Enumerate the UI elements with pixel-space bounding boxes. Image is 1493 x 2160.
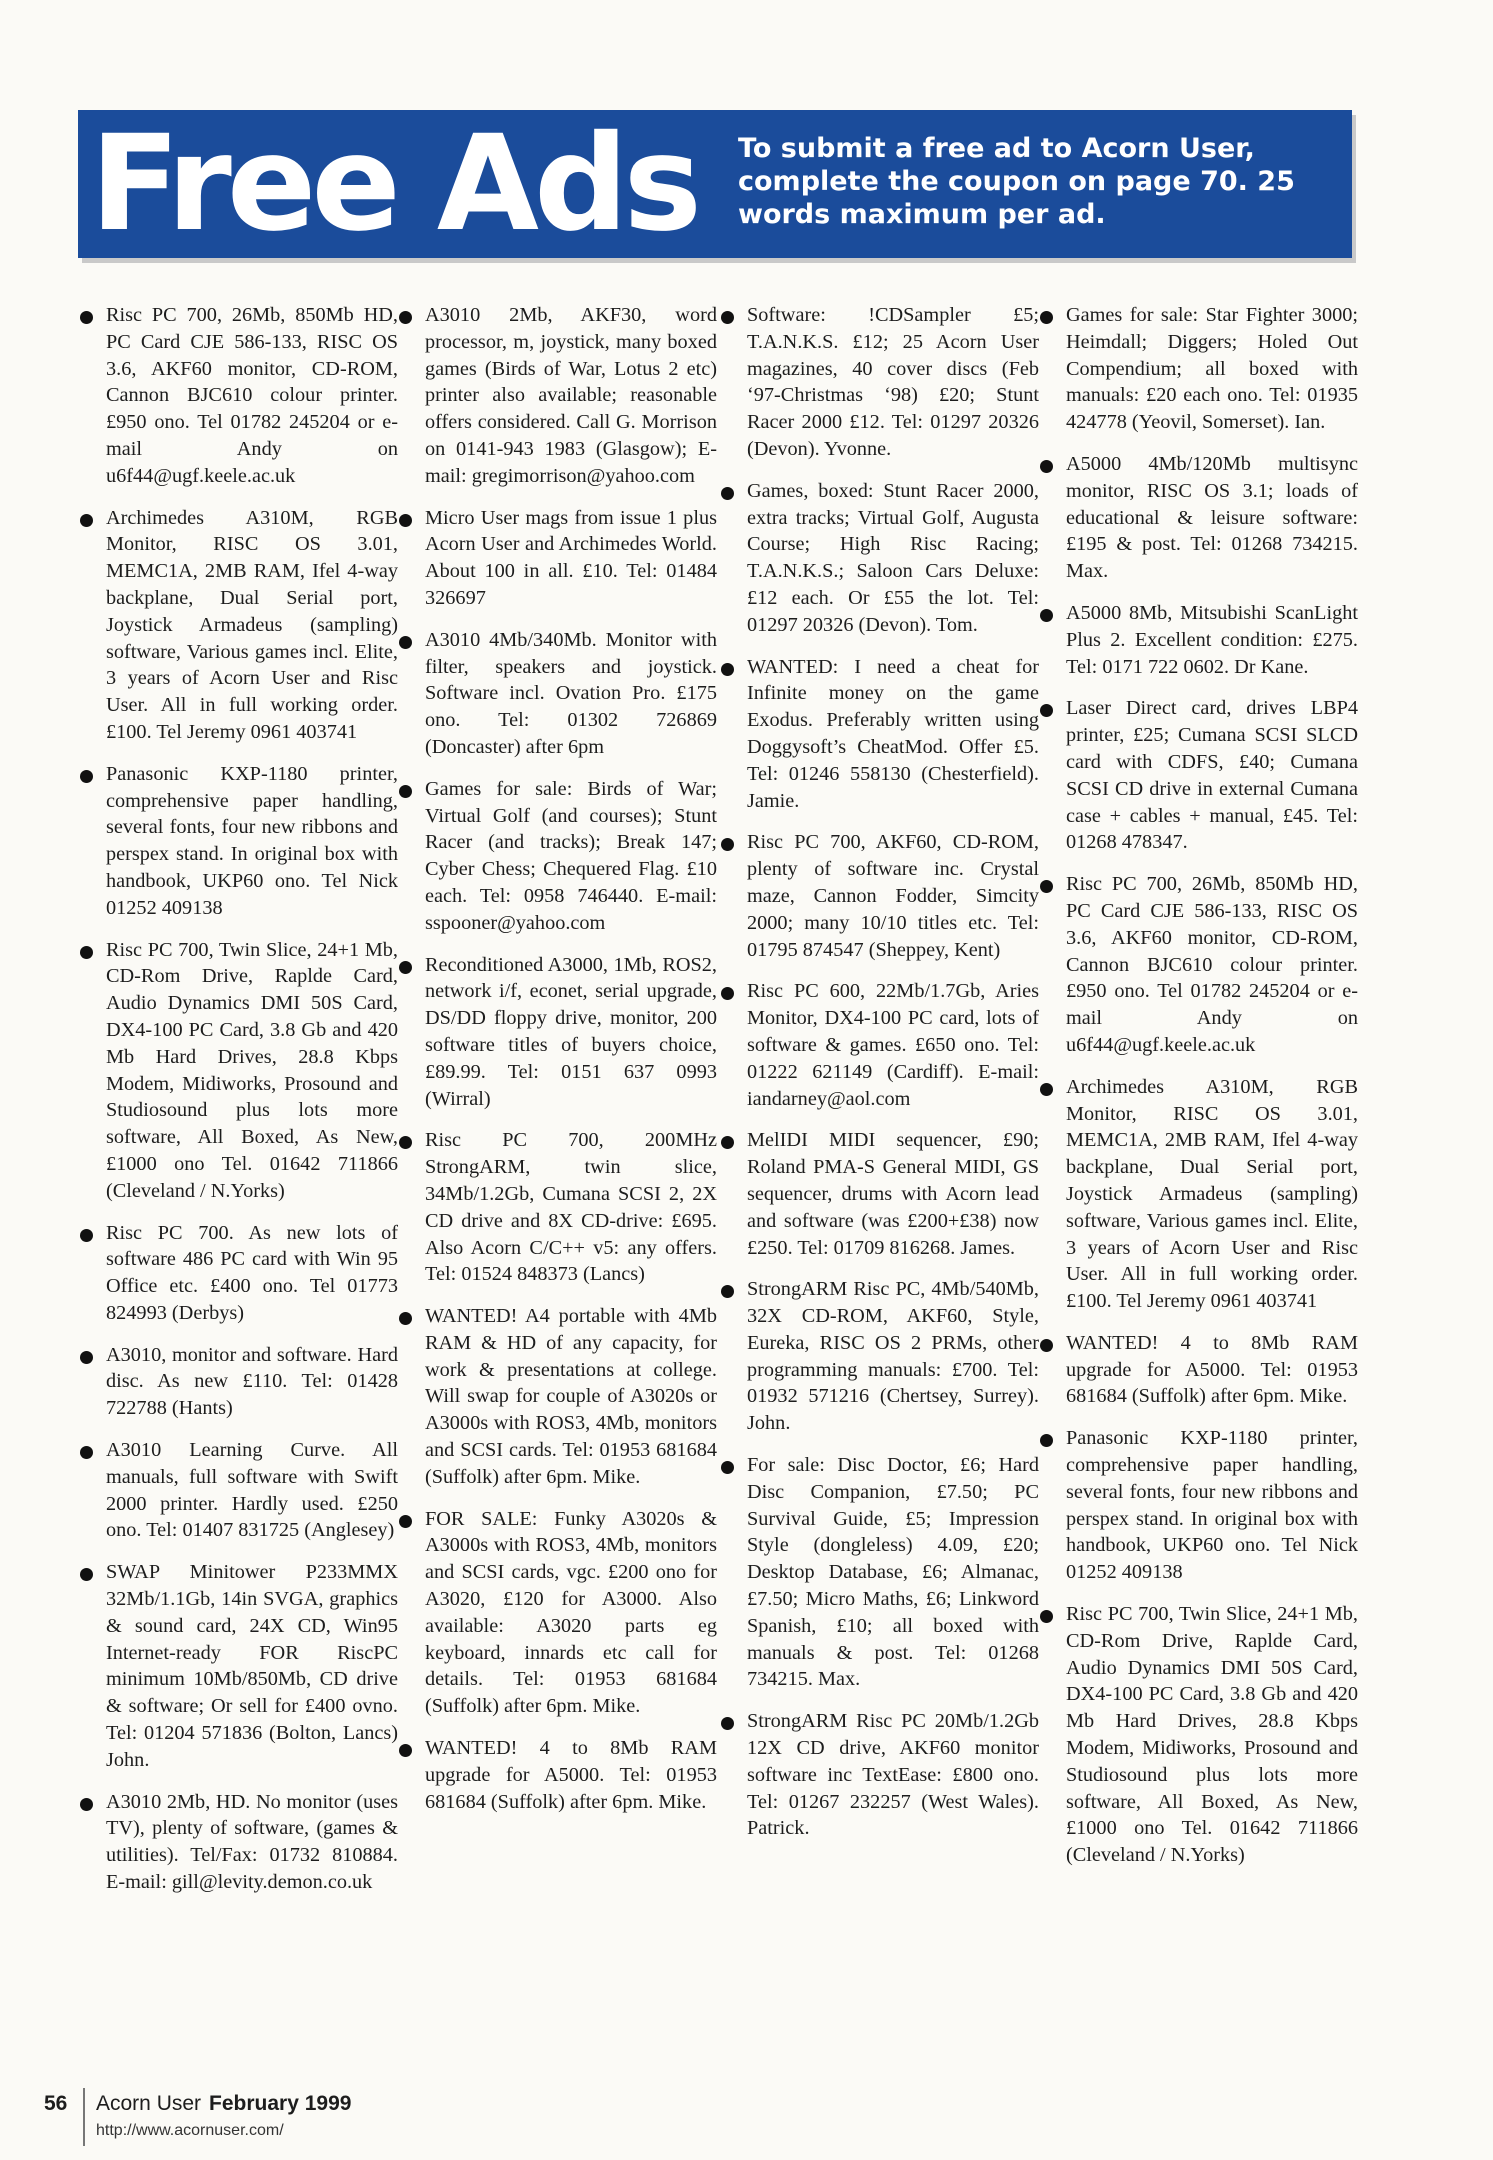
ad-item: Laser Direct card, drives LBP4 printer, £25; Cumana SCSI SLCD card with CDFS, £40; Cumana SCSI CD drive in external Cumana case + cables + manual, £45. Tel: 01268 478347. xyxy=(1040,695,1358,856)
ad-item: FOR SALE: Funky A3020s & A3000s with ROS3, 4Mb, monitors and SCSI cards, vgc. £200 ono for A3020, £120 for A3000. Also available: A3020 parts eg keyboard, innards etc call for details. Tel: 01953 681684 (Suffolk) after 6pm. Mike. xyxy=(399,1506,717,1720)
page-number: 56 xyxy=(44,2092,68,2115)
ad-item: Risc PC 700, 26Mb, 850Mb HD, PC Card CJE 586-133, RISC OS 3.6, AKF60 monitor, CD-ROM, Cannon BJC610 colour printer. £950 ono. Tel 01782 245204 or e-mail Andy on u6f44@ugf.keele.ac.uk xyxy=(80,302,398,490)
ad-item: Panasonic KXP-1180 printer, comprehensive paper handling, several fonts, four new ribbons and perspex stand. In original box with handbook, UKP60 ono. Tel Nick 01252 409138 xyxy=(1040,1425,1358,1586)
ad-item: Games, boxed: Stunt Racer 2000, extra tracks; Virtual Golf, Augusta Course; High Risc Racing; T.A.N.K.S.; Saloon Cars Deluxe: £12 each. Or £55 the lot. Tel: 01297 20326 (Devon). Tom. xyxy=(721,478,1039,639)
ad-item: A3010 2Mb, HD. No monitor (uses TV), plenty of software, (games & utilities). Tel/Fax: 01732 810884. E-mail: gill@levity.demon.co.uk xyxy=(80,1789,398,1896)
ad-item: Risc PC 700, 26Mb, 850Mb HD, PC Card CJE 586-133, RISC OS 3.6, AKF60 monitor, CD-ROM, Cannon BJC610 colour printer. £950 ono. Tel 01782 245204 or e-mail Andy on u6f44@ugf.keele.ac.uk xyxy=(1040,871,1358,1059)
ad-item: Games for sale: Birds of War; Virtual Golf (and courses); Stunt Racer (and tracks); Break 147; Cyber Chess; Chequered Flag. £10 each. Tel: 0958 746440. E-mail: sspooner@yahoo.com xyxy=(399,776,717,937)
ads-column-1 xyxy=(80,302,398,1911)
ad-item: SWAP Minitower P233MMX 32Mb/1.1Gb, 14in SVGA, graphics & sound card, 24X CD, Win95 Internet-ready FOR RiscPC minimum 10Mb/850Mb, CD drive & software; Or sell for £400 ovno. Tel: 01204 571836 (Bolton, Lancs) John. xyxy=(80,1559,398,1773)
footer-url: http://www.acornuser.com/ xyxy=(96,2122,284,2139)
ad-item: MelIDI MIDI sequencer, £90; Roland PMA-S General MIDI, GS sequencer, drums with Acorn lead and software (was £200+£38) now £250. Tel: 01709 816268. James. xyxy=(721,1127,1039,1261)
ad-item: A5000 8Mb, Mitsubishi ScanLight Plus 2. Excellent condition: £275. Tel: 0171 722 0602. Dr Kane. xyxy=(1040,600,1358,680)
ad-item: Panasonic KXP-1180 printer, comprehensive paper handling, several fonts, four new ribbons and perspex stand. In original box with handbook, UKP60 ono. Tel Nick 01252 409138 xyxy=(80,761,398,922)
ads-column-2 xyxy=(399,302,717,1830)
ad-item: A3010, monitor and software. Hard disc. As new £110. Tel: 01428 722788 (Hants) xyxy=(80,1342,398,1422)
ad-item: WANTED! 4 to 8Mb RAM upgrade for A5000. Tel: 01953 681684 (Suffolk) after 6pm. Mike. xyxy=(399,1735,717,1815)
ad-item: Risc PC 700, AKF60, CD-ROM, plenty of software inc. Crystal maze, Cannon Fodder, Simcity 2000; many 10/10 titles etc. Tel: 01795 874547 (Sheppey, Kent) xyxy=(721,829,1039,963)
ad-item: A3010 2Mb, AKF30, word processor, m, joystick, many boxed games (Birds of War, Lotus 2 etc) printer also available; reasonable offers considered. Call G. Morrison on 0141-943 1983 (Glasgow); E-mail: gregimorrison@yahoo.com xyxy=(399,302,717,490)
ads-column-3 xyxy=(721,302,1039,1857)
ad-item: Archimedes A310M, RGB Monitor, RISC OS 3.01, MEMC1A, 2MB RAM, Ifel 4-way backplane, Dual Serial port, Joystick Armadeus (sampling) software, Various games incl. Elite, 3 years of Acorn User and Risc User. All in full working order. £100. Tel Jeremy 0961 403741 xyxy=(80,505,398,746)
ad-item: Games for sale: Star Fighter 3000; Heimdall; Diggers; Holed Out Compendium; all boxed with manuals: £20 each ono. Tel: 01935 424778 (Yeovil, Somerset). Ian. xyxy=(1040,302,1358,436)
ad-item: Reconditioned A3000, 1Mb, ROS2, network i/f, econet, serial upgrade, DS/DD floppy drive, monitor, 200 software titles of buyers choice, £89.99. Tel: 0151 637 0993 (Wirral) xyxy=(399,952,717,1113)
footer-magazine xyxy=(96,2092,351,2116)
free-ads-banner xyxy=(78,107,1352,261)
banner-subtitle: To submit a free ad to Acorn User, complete the coupon on page 70. 25 words maximum per ad. xyxy=(738,133,1295,230)
ad-item: Micro User mags from issue 1 plus Acorn User and Archimedes World. About 100 in all. £10. Tel: 01484 326697 xyxy=(399,505,717,612)
ad-item: Archimedes A310M, RGB Monitor, RISC OS 3.01, MEMC1A, 2MB RAM, Ifel 4-way backplane, Dual Serial port, Joystick Armadeus (sampling) software, Various games incl. Elite, 3 years of Acorn User and Risc User. All in full working order. £100. Tel Jeremy 0961 403741 xyxy=(1040,1074,1358,1315)
ad-item: Risc PC 700, Twin Slice, 24+1 Mb, CD-Rom Drive, Raplde Card, Audio Dynamics DMI 50S Card, DX4-100 PC Card, 3.8 Gb and 420 Mb Hard Drives, 28.8 Kbps Modem, Midiworks, Prosound and Studiosound plus lots more software, All Boxed, As New, £1000 ono Tel. 01642 711866 (Cleveland / N.Yorks) xyxy=(1040,1601,1358,1869)
ad-item: StrongARM Risc PC 20Mb/1.2Gb 12X CD drive, AKF60 monitor software inc TextEase: £800 ono. Tel: 01267 232257 (West Wales). Patrick. xyxy=(721,1708,1039,1842)
ad-item: Risc PC 700, 200MHz StrongARM, twin slice, 34Mb/1.2Gb, Cumana SCSI 2, 2X CD drive and 8X CD-drive: £695. Also Acorn C/C++ v5: any offers. Tel: 01524 848373 (Lancs) xyxy=(399,1127,717,1288)
issue-date: February 1999 xyxy=(209,2092,352,2115)
ad-item: A3010 4Mb/340Mb. Monitor with filter, speakers and joystick. Software incl. Ovation Pro. £175 ono. Tel: 01302 726869 (Doncaster) after 6pm xyxy=(399,627,717,761)
page-title: Free Ads xyxy=(90,107,698,261)
ad-item: Risc PC 600, 22Mb/1.7Gb, Aries Monitor, DX4-100 PC card, lots of software & games. £650 ono. Tel: 01222 621149 (Cardiff). E-mail: iandarney@aol.com xyxy=(721,978,1039,1112)
ad-item: A5000 4Mb/120Mb multisync monitor, RISC OS 3.1; loads of educational & leisure software: £195 & post. Tel: 01268 734215. Max. xyxy=(1040,451,1358,585)
ad-item: For sale: Disc Doctor, £6; Hard Disc Companion, £7.50; PC Survival Guide, £5; Impression Style (dongleless) 4.09, £20; Desktop Database, £6; Almanac, £7.50; Micro Maths, £6; Linkword Spanish, £10; all boxed with manuals & post. Tel: 01268 734215. Max. xyxy=(721,1452,1039,1693)
ad-item: WANTED! 4 to 8Mb RAM upgrade for A5000. Tel: 01953 681684 (Suffolk) after 6pm. Mike. xyxy=(1040,1330,1358,1410)
ad-item: Software: !CDSampler £5; T.A.N.K.S. £12; 25 Acorn User magazines, 40 cover discs (Feb ‘97-Christmas ‘98) £20; Stunt Racer 2000 £12. Tel: 01297 20326 (Devon). Yvonne. xyxy=(721,302,1039,463)
ad-item: WANTED! A4 portable with 4Mb RAM & HD of any capacity, for work & presentations at college. Will swap for couple of A3020s or A3000s with ROS3, 4Mb, monitors and SCSI cards. Tel: 01953 681684 (Suffolk) after 6pm. Mike. xyxy=(399,1303,717,1491)
footer-divider xyxy=(83,2088,85,2146)
ad-item: A3010 Learning Curve. All manuals, full software with Swift 2000 printer. Hardly used. £250 ono. Tel: 01407 831725 (Anglesey) xyxy=(80,1437,398,1544)
ad-item: Risc PC 700, Twin Slice, 24+1 Mb, CD-Rom Drive, Raplde Card, Audio Dynamics DMI 50S Card, DX4-100 PC Card, 3.8 Gb and 420 Mb Hard Drives, 28.8 Kbps Modem, Midiworks, Prosound and Studiosound plus lots more software, All Boxed, As New, £1000 ono Tel. 01642 711866 (Cleveland / N.Yorks) xyxy=(80,937,398,1205)
ad-item: Risc PC 700. As new lots of software 486 PC card with Win 95 Office etc. £400 ono. Tel 01773 824993 (Derbys) xyxy=(80,1220,398,1327)
magazine-name: Acorn User xyxy=(96,2092,202,2115)
ad-item: StrongARM Risc PC, 4Mb/540Mb, 32X CD-ROM, AKF60, Style, Eureka, RISC OS 2 PRMs, other programming manuals: £700. Tel: 01932 571216 (Chertsey, Surrey). John. xyxy=(721,1276,1039,1437)
ad-item: WANTED: I need a cheat for Infinite money on the game Exodus. Preferably written using Doggysoft’s CheatMod. Offer £5. Tel: 01246 558130 (Chesterfield). Jamie. xyxy=(721,654,1039,815)
ads-column-4 xyxy=(1040,302,1358,1884)
